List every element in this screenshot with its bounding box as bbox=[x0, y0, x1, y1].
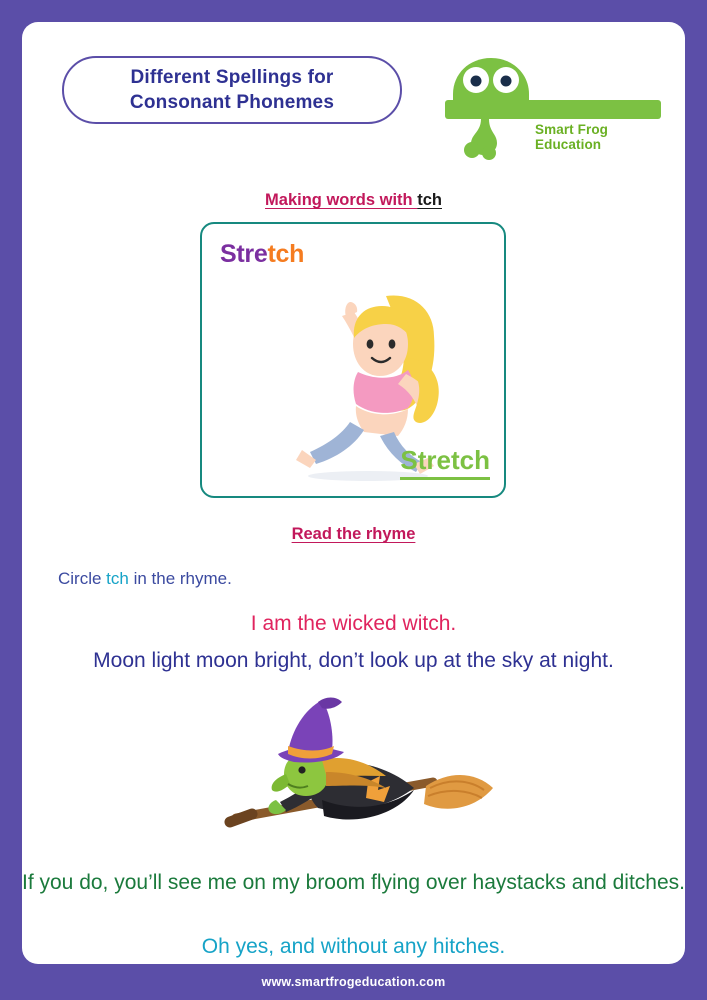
rhyme-instruction-target: tch bbox=[106, 569, 129, 588]
witch-on-broom-icon bbox=[218, 690, 503, 865]
rhyme-line-moon: Moon light moon bright, don’t look up at the sky at night. bbox=[93, 649, 614, 672]
section-heading-making-words bbox=[22, 191, 685, 210]
card-word-part2: tch bbox=[267, 240, 305, 268]
worksheet-title-line2: Consonant Phonemes bbox=[129, 92, 335, 113]
footer-url: www.smartfrogeducation.com bbox=[261, 975, 446, 989]
rhyme-line-broom: If you do, you’ll see me on my broom flying over haystacks and ditches. bbox=[22, 871, 685, 894]
logo-text: Smart Frog Education bbox=[535, 122, 609, 152]
section-heading-making-target: tch bbox=[417, 191, 442, 209]
rhyme-instruction-prefix: Circle bbox=[58, 569, 107, 588]
rhyme-instruction bbox=[22, 569, 685, 589]
smart-frog-logo bbox=[443, 50, 663, 165]
worksheet-title-line1: Different Spellings for bbox=[130, 67, 334, 88]
rhyme-line-hitches: Oh yes, and without any hitches. bbox=[201, 935, 506, 958]
card-label: Stretch bbox=[400, 445, 490, 480]
stretch-word-card bbox=[200, 222, 506, 498]
section-heading-making-prefix: Making words with bbox=[265, 191, 418, 209]
card-word-part1: Stre bbox=[220, 240, 268, 268]
rhyme-instruction-suffix: in the rhyme. bbox=[128, 569, 232, 588]
section-heading-read-rhyme-text: Read the rhyme bbox=[291, 525, 416, 543]
worksheet-sheet bbox=[22, 22, 685, 964]
section-heading-read-rhyme bbox=[22, 525, 685, 544]
rhyme-line-witch: I am the wicked witch. bbox=[250, 612, 457, 635]
worksheet-title-box bbox=[62, 56, 402, 124]
